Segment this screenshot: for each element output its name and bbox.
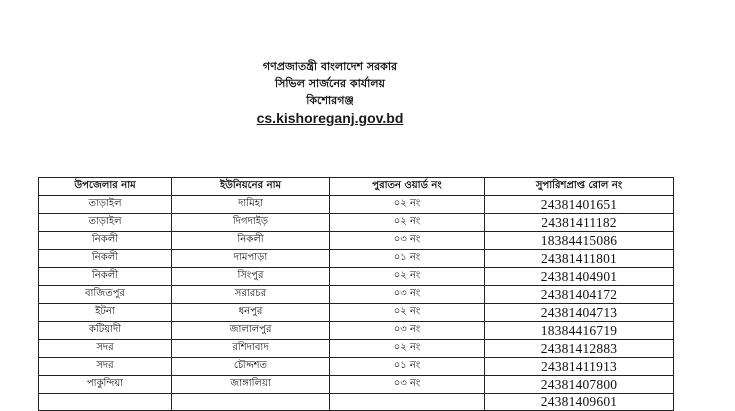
table-header-row [39,178,674,196]
cell-upazila: ইটনা [39,304,172,322]
cell-union: নিকলী [172,232,330,250]
cell-ward: ০২ নং [330,304,485,322]
table-row [39,340,674,358]
table-row [39,214,674,232]
cell-union: চৌদ্দশত [172,358,330,376]
cell-union: সিংপুর [172,268,330,286]
table-row [39,322,674,340]
cell-ward: ০৩ নং [330,322,485,340]
column-header-roll: সুপারিশপ্রাপ্ত রোল নং [485,178,674,196]
cell-upazila: তাড়াইল [39,196,172,214]
table-row [39,304,674,322]
cell-union: দামিহা [172,196,330,214]
cell-union: রশিদাবাদ [172,340,330,358]
cell-upazila: নিকলী [39,268,172,286]
office-name: সিভিল সার্জনের কার্যালয় [274,77,386,90]
table-row [39,196,674,214]
table-row [39,394,674,411]
cell-roll: 24381404901 [485,268,674,286]
cell-ward: ০১ নং [330,358,485,376]
cell-union: জাঙ্গালিয়া [172,376,330,394]
cell-ward: ০২ নং [330,214,485,232]
cell-ward: ০৩ নং [330,376,485,394]
cell-roll: 18384415086 [485,232,674,250]
cell-union: জালালপুর [172,322,330,340]
cell-upazila: সদর [39,358,172,376]
cell-roll: 24381411182 [485,214,674,232]
cell-upazila: নিকলী [39,232,172,250]
cell-roll: 24381404713 [485,304,674,322]
table-row [39,250,674,268]
cell-ward: ০১ নং [330,250,485,268]
cell-roll: 24381411913 [485,358,674,376]
table-row [39,268,674,286]
cell-ward: ০৩ নং [330,286,485,304]
website-link[interactable]: cs.kishoreganj.gov.bd [256,110,404,126]
column-header-union: ইউনিয়নের নাম [172,178,330,196]
cell-ward [330,394,485,411]
cell-upazila: তাড়াইল [39,214,172,232]
cell-upazila: পাকুন্দিয়া [39,376,172,394]
cell-upazila [39,394,172,411]
table-row [39,232,674,250]
roll-table [38,177,674,411]
cell-upazila: সদর [39,340,172,358]
cell-ward: ০২ নং [330,340,485,358]
cell-roll: 18384416719 [485,322,674,340]
cell-ward: ০৩ নং [330,232,485,250]
table-row [39,358,674,376]
cell-ward: ০২ নং [330,268,485,286]
cell-upazila: কটিয়াদী [39,322,172,340]
cell-union: দামপাড়া [172,250,330,268]
table-row [39,376,674,394]
cell-roll: 24381407800 [485,376,674,394]
cell-union: সরারচর [172,286,330,304]
cell-roll: 24381404172 [485,286,674,304]
cell-ward: ০২ নং [330,196,485,214]
cell-roll: 24381411801 [485,250,674,268]
column-header-ward: পুরাতন ওয়ার্ড নং [330,178,485,196]
government-title: গণপ্রজাতন্ত্রী বাংলাদেশ সরকার [262,60,398,73]
column-header-upazila: উপজেলার নাম [39,178,172,196]
cell-union: ধনপুর [172,304,330,322]
document-header [0,58,660,128]
table-row [39,286,674,304]
cell-union [172,394,330,411]
cell-upazila: নিকলী [39,250,172,268]
district-name: কিশোরগঞ্জ [306,94,354,107]
cell-roll: 24381401651 [485,196,674,214]
cell-roll: 24381409601 [485,394,674,411]
cell-upazila: বাজিতপুর [39,286,172,304]
cell-roll: 24381412883 [485,340,674,358]
table-body [39,196,674,411]
cell-union: দিগদাইড় [172,214,330,232]
